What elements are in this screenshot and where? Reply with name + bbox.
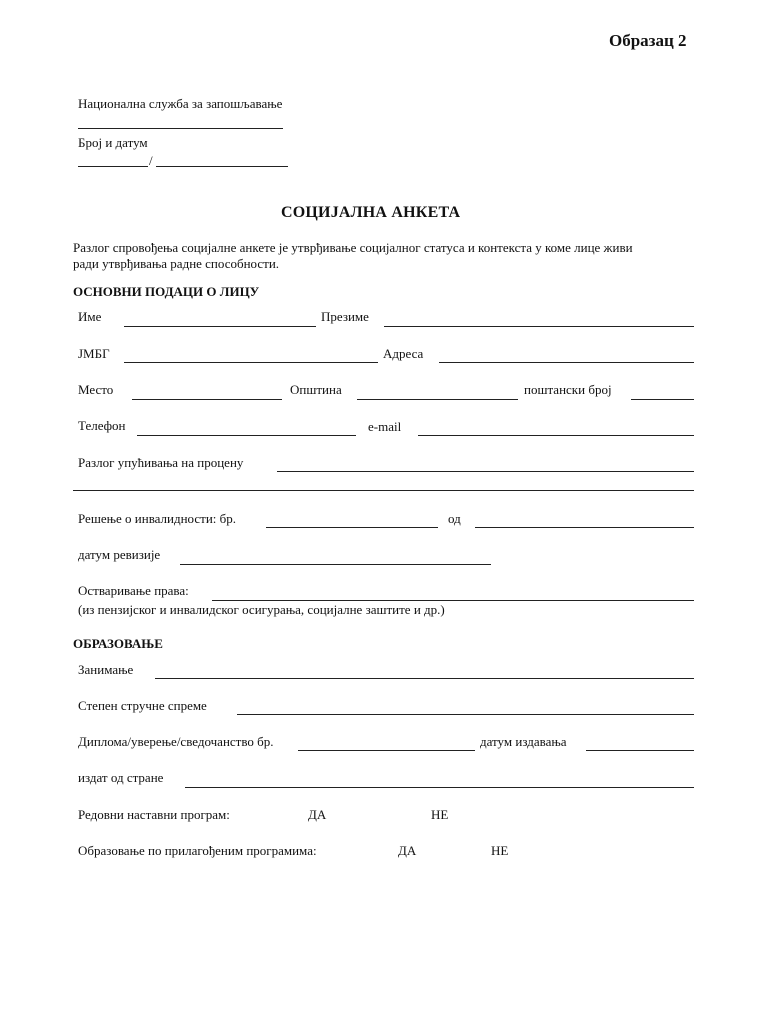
referral-reason-field-line-2[interactable] bbox=[73, 490, 694, 491]
phone-label: Телефон bbox=[78, 418, 126, 433]
education-heading: ОБРАЗОВАЊЕ bbox=[73, 636, 163, 651]
last-name-label: Презиме bbox=[321, 309, 369, 324]
issued-by-label: издат од стране bbox=[78, 770, 164, 785]
qualification-label: Степен стручне спреме bbox=[78, 698, 207, 713]
municipality-label: Општина bbox=[290, 382, 342, 397]
intro-line-1: Разлог спровођења социјалне анкете је утврђивање социјалног статуса и контекста у коме лице живи bbox=[73, 240, 633, 255]
personal-data-heading: ОСНОВНИ ПОДАЦИ О ЛИЦУ bbox=[73, 284, 260, 299]
regular-program-label: Редовни наставни програм: bbox=[78, 807, 230, 822]
address-field[interactable] bbox=[439, 362, 694, 363]
postal-code-label: поштански број bbox=[524, 382, 612, 397]
place-field[interactable] bbox=[132, 399, 282, 400]
place-label: Место bbox=[78, 382, 114, 397]
number-field[interactable] bbox=[78, 166, 148, 167]
disability-decision-label: Решење о инвалидности: бр. bbox=[78, 511, 237, 526]
issue-date-field[interactable] bbox=[586, 750, 694, 751]
occupation-label: Занимање bbox=[78, 662, 134, 677]
regular-program-no-option[interactable]: НЕ bbox=[431, 807, 449, 822]
referral-reason-label: Разлог упућивања на процену bbox=[78, 455, 244, 470]
number-date-label: Број и датум bbox=[78, 135, 148, 150]
email-field[interactable] bbox=[418, 435, 694, 436]
agency-field[interactable] bbox=[78, 128, 283, 129]
phone-field[interactable] bbox=[137, 435, 356, 436]
regular-program-yes-option[interactable]: ДА bbox=[308, 807, 327, 822]
date-field[interactable] bbox=[156, 166, 288, 167]
diploma-number-field[interactable] bbox=[298, 750, 475, 751]
rights-note: (из пензијског и инвалидског осигурања, социјалне заштите и др.) bbox=[78, 602, 445, 617]
diploma-label: Диплома/уверење/сведочанство бр. bbox=[78, 734, 274, 749]
email-label: e-mail bbox=[368, 419, 402, 434]
rights-label: Остваривање права: bbox=[78, 583, 189, 598]
adapted-program-no-option[interactable]: НЕ bbox=[491, 843, 509, 858]
issued-by-field[interactable] bbox=[185, 787, 694, 788]
document-title: СОЦИЈАЛНА АНКЕТА bbox=[281, 204, 461, 221]
address-label: Адреса bbox=[383, 346, 424, 361]
disability-decision-number-field[interactable] bbox=[266, 527, 438, 528]
issue-date-label: датум издавања bbox=[480, 734, 567, 749]
decision-from-label: од bbox=[448, 511, 461, 526]
revision-date-field[interactable] bbox=[180, 564, 491, 565]
form-number: Образац 2 bbox=[609, 31, 687, 50]
occupation-field[interactable] bbox=[155, 678, 694, 679]
rights-field[interactable] bbox=[212, 600, 694, 601]
first-name-field[interactable] bbox=[124, 326, 316, 327]
agency-name: Национална служба за запошљавање bbox=[78, 96, 283, 111]
qualification-field[interactable] bbox=[237, 714, 694, 715]
last-name-field[interactable] bbox=[384, 326, 694, 327]
referral-reason-field[interactable] bbox=[277, 471, 694, 472]
adapted-program-label: Образовање по прилагођеним програмима: bbox=[78, 843, 317, 858]
intro-line-2: ради утврђивања радне способности. bbox=[73, 256, 280, 271]
adapted-program-yes-option[interactable]: ДА bbox=[398, 843, 417, 858]
jmbg-field[interactable] bbox=[124, 362, 378, 363]
first-name-label: Име bbox=[78, 309, 102, 324]
postal-code-field[interactable] bbox=[631, 399, 694, 400]
revision-date-label: датум ревизије bbox=[78, 547, 161, 562]
jmbg-label: ЈМБГ bbox=[78, 346, 110, 361]
decision-date-field[interactable] bbox=[475, 527, 694, 528]
number-date-separator: / bbox=[149, 153, 153, 168]
municipality-field[interactable] bbox=[357, 399, 518, 400]
